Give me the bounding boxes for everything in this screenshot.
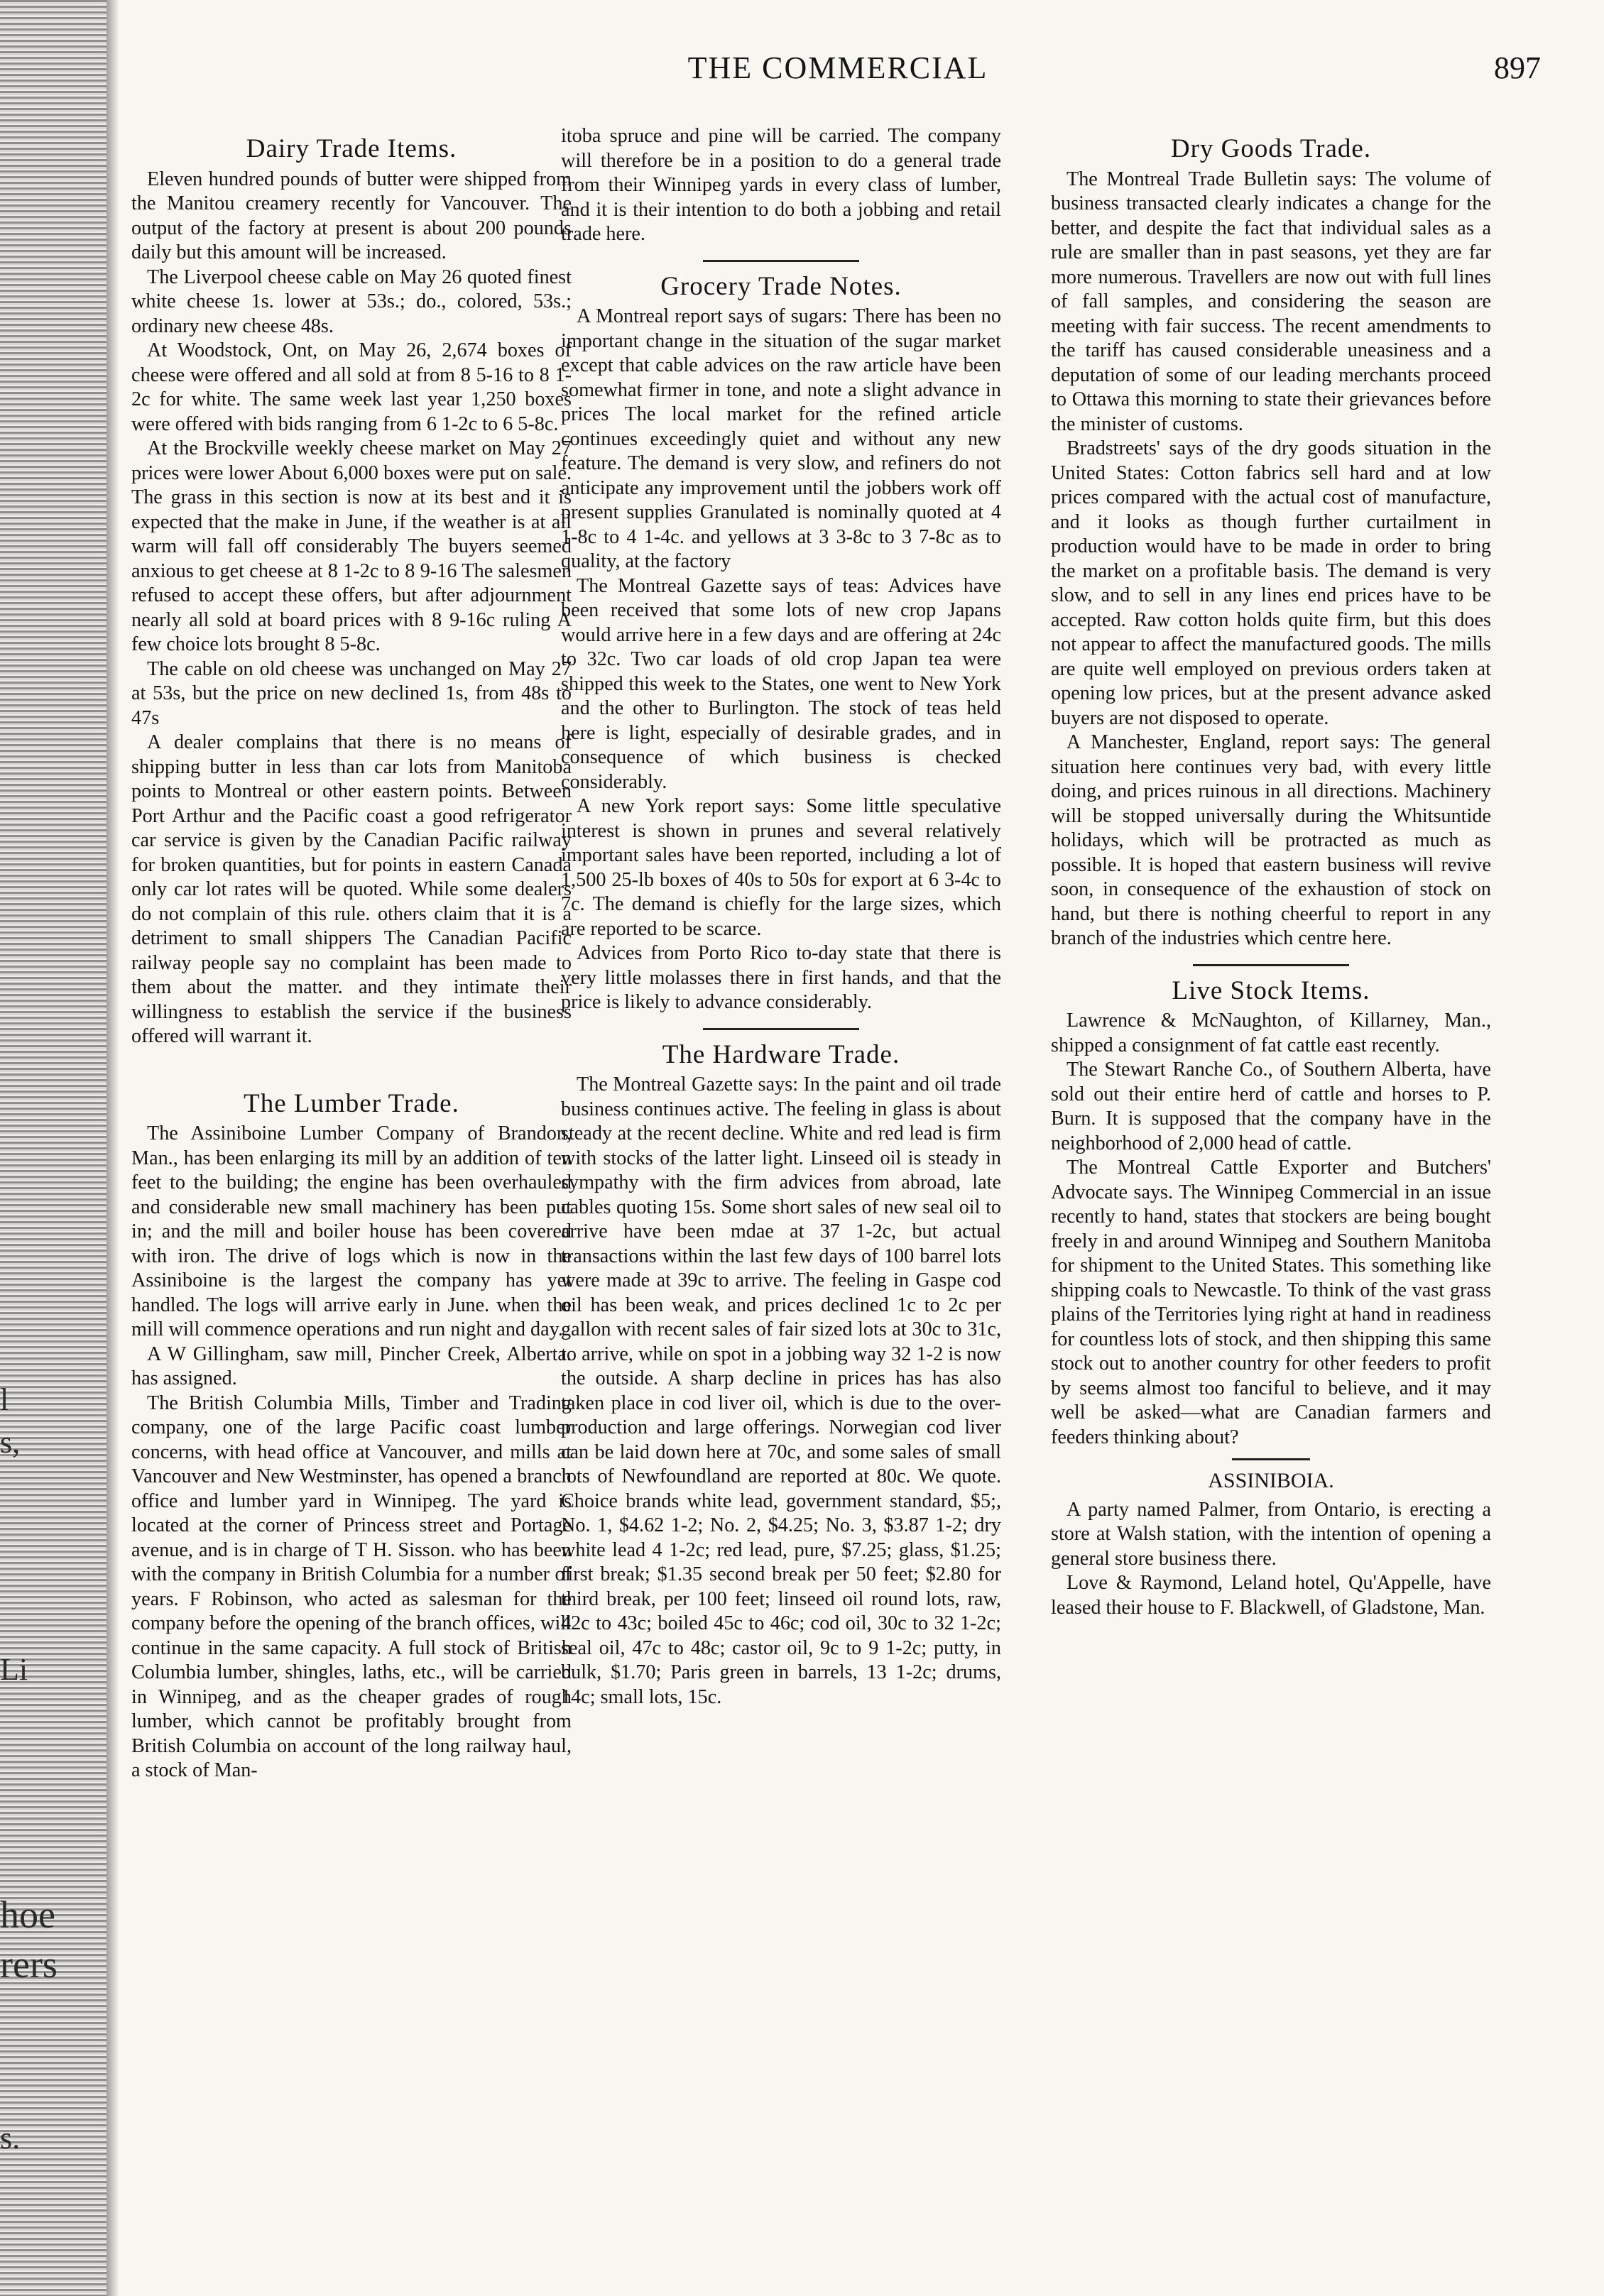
section-heading-grocery: Grocery Trade Notes.: [660, 271, 902, 301]
article-paragraph: A dealer complains that there is no means of shipping butter in less than car lots from Manitoba points to Montreal or other eastern points. Between Port Arthur and the Pacific coast a good refrigerator car service is given by the Canadian Pacific railway for broken quantities, but for points in eastern Canada only car lot rates will be quoted. While some dealers do not complain of this rule. others claim that it is a detriment to small shippers The Canadian Pacific railway people say no complaint has been made to them about the matter. and they intimate their willingness to establish the service if the business offered will warrant it.: [131, 731, 572, 1047]
section-heading-lumber: The Lumber Trade.: [244, 1088, 459, 1118]
margin-fragment: s,: [0, 1427, 21, 1458]
article-paragraph: Eleven hundred pounds of butter were shipped from the Manitou creamery recently for Vancouver. The output of the factory at present is about 200 pounds daily but this amount will be increased.: [131, 168, 572, 263]
section-divider: [1232, 1458, 1310, 1460]
article-paragraph: The Liverpool cheese cable on May 26 quoted finest white cheese 1s. lower at 53s.; do., colored, 53s.; ordinary new cheese 48s.: [131, 266, 572, 337]
article-paragraph: The Montreal Gazette says: In the paint and oil trade business continues active. The feeling in glass is about steady at the recent decline. White and red lead is firm with stocks of the latter light. Linseed oil is steady in sympathy with the firm advices from abroad, late cables quoting 15s. Some short sales of new seal oil to arrive have been mdae at 37 1-2c, but actual transactions within the last few days of 100 barrel lots were made at 39c to arrive. The feeling in Gaspe cod oil has been weak, and prices declined 1c to 2c per gallon with recent sales of fair sized lots at 30c to 31c, to arrive, while on spot in a jobbing way 32 1-2 is now the outside. A sharp decline in prices has has also taken place in cod liver oil, which is due to the over-production and large offerings. Norwegian cod liver can be laid down here at 70c, and some sales of small lots of Newfoundland are reported at 80c. We quote. Choice brands white lead, government standard, $5;, No. 1, $4.62 1-2; No. 2, $4.25; No. 3, $3.87 1-2; dry white lead 4 1-2c; red lead, pure, $7.25; glass, $1.25; first break; $1.35 second break per 50 feet; $2.80 for third break, per 100 feet; linseed oil round lots, raw, 42c to 43c; boiled 45c to 46c; cod oil, 30c to 32 1-2c; seal oil, 47c to 48c; castor oil, 9c to 9 1-2c; putty, in bulk, $1.70; Paris green in barrels, 13 1-2c; drums, 14c; small lots, 15c.: [561, 1073, 1001, 1708]
column-3: [1051, 124, 1491, 1620]
margin-fragment: hoe: [0, 1896, 55, 1934]
article-paragraph: Lawrence & McNaughton, of Killarney, Man., shipped a consignment of fat cattle east recently.: [1051, 1010, 1491, 1056]
margin-fragment: s.: [0, 2123, 21, 2154]
spacer: [131, 1049, 572, 1079]
article-paragraph: The Assiniboine Lumber Company of Brandon, Man., has been enlarging its mill by an addition of ten feet to the building; the engine has been overhauled and considerable new small machinery has been put in; and the mill and boiler house has been covered with iron. The drive of logs which is now in the Assiniboine is the largest the company has yet handled. The logs will arrive early in June. when the mill will commence operations and run night and day.: [131, 1122, 572, 1340]
section-divider: [703, 1028, 859, 1030]
article-paragraph: A Montreal report says of sugars: There has been no important change in the situation of the sugar market except that cable advices on the raw article have been somewhat firmer in tone, and note a slight advance in prices The local market for the refined article continues exceedingly quiet and without any new feature. The demand is very slow, and refiners do not anticipate any improvement until the jobbers work off present supplies Granulated is nominally quoted at 4 1-8c to 4 1-4c. and yellows at 3 3-8c to 3 7-8c as to quality, at the factory: [561, 305, 1001, 572]
page-header: [135, 50, 1541, 99]
section-heading-hardware: The Hardware Trade.: [662, 1039, 900, 1069]
section-divider: [1193, 964, 1349, 966]
article-paragraph: At the Brockville weekly cheese market on May 27 prices were lower About 6,000 boxes were put on sale. The grass in this section is now at its best and it is expected that the make in June, if the weather is at all warm will fall off considerably The buyers seemed anxious to get cheese at 8 1-2c to 8 9-16 The salesmen refused to accept these offers, but after adjournment nearly all sold at board prices with 8 9-16c ruling A few choice lots brought 8 5-8c.: [131, 437, 572, 655]
section-heading-drygoods: Dry Goods Trade.: [1170, 134, 1372, 163]
margin-fragment: l: [0, 1384, 9, 1416]
article-paragraph: At Woodstock, Ont, on May 26, 2,674 boxes of cheese were offered and all sold at from 8 5-16 to 8 1-2c for white. The same week last year 1,250 boxes were offered with bids ranging from 6 1-2c to 6 5-8c.: [131, 339, 572, 435]
column-1: [131, 124, 572, 1783]
article-paragraph: The Stewart Ranche Co., of Southern Alberta, have sold out their entire herd of cattle and horses to P. Burn. It is supposed that the company have in the neighborhood of 2,000 head of cattle.: [1051, 1059, 1491, 1154]
article-paragraph: A Manchester, England, report says: The general situation here continues very bad, with every little doing, and prices ruinous in all directions. Machinery will be stopped universally during the Whitsuntide holidays, which will be protracted as much as possible. It is hoped that eastern business will revive soon, in consequence of the exhaustion of stock on hand, but there is nothing cheerful to report in any branch of the industries which centre here.: [1051, 731, 1491, 949]
article-paragraph: A new York report says: Some little speculative interest is shown in prunes and several relatively important sales have been reported, including a lot of 1,500 25-lb boxes of 40s to 50s for export at 6 3-4c to 7c. The demand is chiefly for the large sizes, which are reported to be scarce.: [561, 795, 1001, 940]
section-heading-livestock: Live Stock Items.: [1172, 975, 1370, 1005]
margin-fragment: Li: [0, 1654, 28, 1685]
article-paragraph: The British Columbia Mills, Timber and Trading company, one of the large Pacific coast lumber concerns, with head office at Vancouver, and mills at Vancouver and New Westminster, has opened a branch office and lumber yard in Winnipeg. The yard is located at the corner of Princess street and Portage avenue, and is in charge of T H. Sisson. who has been with the company in British Columbia for a number of years. F Robinson, who acted as salesman for the company before the opening of the branch offices, will continue in the same capacity. A full stock of British Columbia lumber, shingles, laths, etc., will be carried in Winnipeg, and as the cheaper grades of rough lumber, which cannot be profitably brought from British Columbia on account of the long railway haul, a stock of Man-: [131, 1392, 572, 1781]
article-paragraph-continued: itoba spruce and pine will be carried. The company will therefore be in a position to do a general trade from their Winnipeg yards in every class of lumber, and it is their intention to do both a jobbing and retail trade here.: [561, 125, 1001, 245]
article-paragraph: Advices from Porto Rico to-day state that there is very little molasses there in first hands, and that the price is likely to advance considerably.: [561, 942, 1001, 1013]
publication-title: THE COMMERCIAL: [687, 50, 988, 85]
page-edge-shadow: [107, 0, 119, 2296]
article-paragraph: Bradstreets' says of the dry goods situation in the United States: Cotton fabrics sell hard and at low prices compared with the actual cost of manufacture, and it looks as though further curtailment in production would have to be made in order to bring the market on a profitable basis. The demand is very slow, and to sell in any lines end prices have to be accepted. Raw cotton holds quite firm, but this does not appear to affect the manufactured goods. The mills are quite well employed on previous orders taken at opening low prices, but at the present advance asked buyers are not disposed to operate.: [1051, 437, 1491, 729]
column-2: [561, 124, 1001, 1710]
article-paragraph: A party named Palmer, from Ontario, is erecting a store at Walsh station, with the intention of opening a general store business there.: [1051, 1498, 1491, 1570]
section-heading-dairy: Dairy Trade Items.: [246, 134, 457, 163]
article-paragraph: The Montreal Cattle Exporter and Butchers' Advocate says. The Winnipeg Commercial in an issue recently to hand, states that stockers are being bought freely in and around Winnipeg and Southern Manitoba for shipment to the United States. This something like shipping coals to Newcastle. To think of the vast grass plains of the Territories lying right at hand in readiness for countless lots of stock, and then shipping this same stock out to another country for other feeders to profit by seems almost too fanciful to believe, and it may well be asked—what are Canadian farmers and feeders thinking about?: [1051, 1157, 1491, 1448]
article-paragraph: The Montreal Trade Bulletin says: The volume of business transacted clearly indicates a change for the better, and despite the fact that individual sales as a rule are smaller than in past seasons, yet they are far more numerous. Travellers are now out with full lines of fall samples, and considering the season are meeting with fair success. The recent amendments to the tariff has caused considerable uneasiness and a deputation of some of our leading merchants proceed to Ottawa this morning to state their grievances before the minister of customs.: [1051, 168, 1491, 435]
margin-fragment: rers: [0, 1945, 58, 1984]
section-divider: [703, 260, 859, 262]
article-paragraph: A W Gillingham, saw mill, Pincher Creek, Alberta. has assigned.: [131, 1343, 572, 1389]
article-paragraph: The cable on old cheese was unchanged on May 27 at 53s, but the price on new declined 1s, from 48s to 47s: [131, 657, 572, 729]
page-number: 897: [1494, 50, 1541, 85]
article-paragraph: Love & Raymond, Leland hotel, Qu'Appelle, have leased their house to F. Blackwell, of Gladstone, Man.: [1051, 1572, 1491, 1619]
article-paragraph: The Montreal Gazette says of teas: Advices have been received that some lots of new crop Japans would arrive here in a few days and are offering at 24c to 32c. Two car loads of old crop Japan tea were shipped this week to the States, one went to New York and the other to Burlington. The stock of teas held here is light, especially of desirable grades, and in consequence of which business is checked considerably.: [561, 574, 1001, 793]
section-heading-assiniboia: ASSINIBOIA.: [1208, 1469, 1334, 1492]
